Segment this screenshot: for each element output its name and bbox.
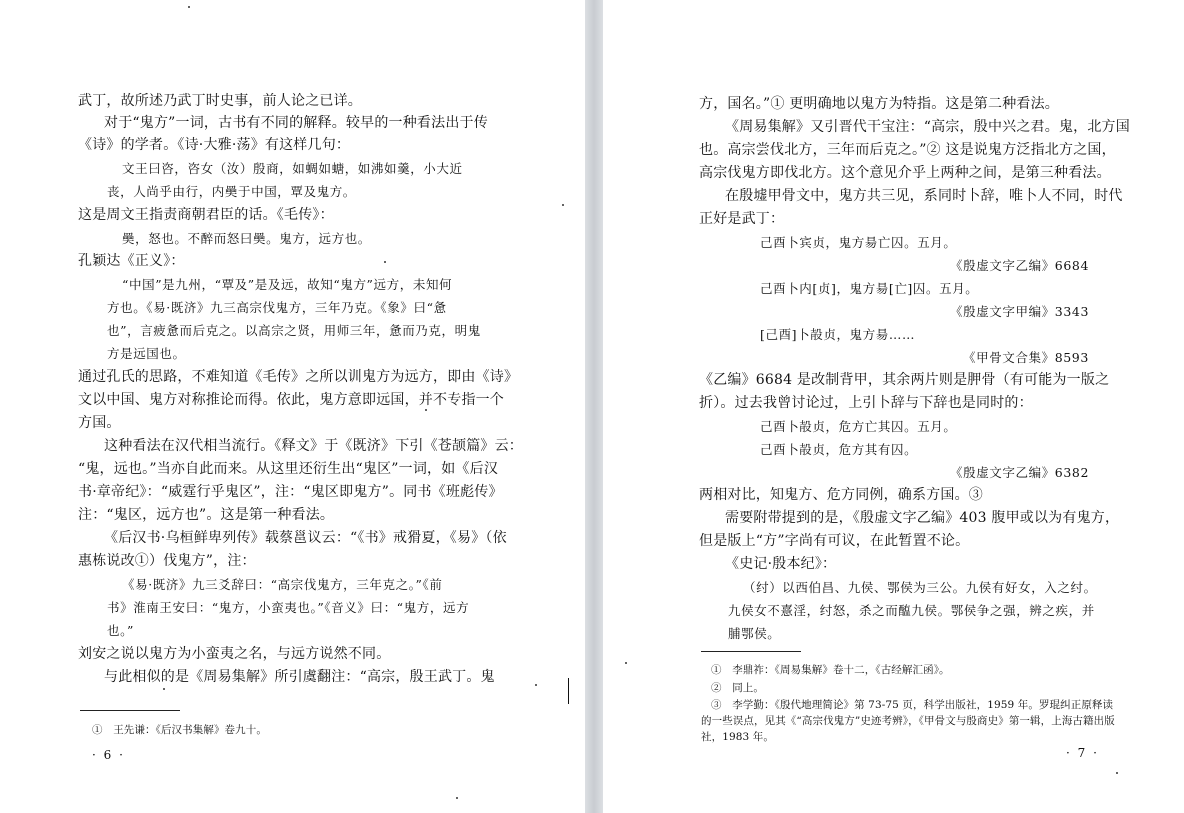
text-line: 刘安之说以鬼方为小蛮夷之名，与远方说然不同。 [78, 646, 391, 662]
text-line: 对于“鬼方”一词，古书有不同的解释。较早的一种看法出于传 [104, 115, 488, 131]
scan-speck [1116, 772, 1118, 774]
footnote-rule [701, 651, 801, 652]
right-page [603, 0, 1184, 813]
page-number: · 6 · [92, 748, 125, 762]
inscription-line: 己酉卜㱿贞，危方其有囚。 [760, 442, 918, 457]
text-line: 武丁，故所述乃武丁时史事，前人论之已详。 [78, 93, 362, 109]
inscription-source: 《殷虚文字乙编》6684 [950, 258, 1090, 273]
quote-line: 脯鄂侯。 [728, 626, 781, 641]
left-page-text [0, 0, 585, 813]
footnote-rule [80, 710, 180, 711]
inscription-source: 《殷虚文字乙编》6382 [950, 465, 1090, 480]
quote-line: “中国”是九州，“覃及”是及远，故知“鬼方”远方，未知何 [122, 277, 453, 292]
text-line: 书·章帝纪》：“威霆行乎鬼区”，注：“鬼区即鬼方”。同书《班彪传》 [78, 484, 503, 500]
scan-speck [625, 662, 627, 664]
text-line: 这种看法在汉代相当流行。《释文》于《既济》下引《苍颉篇》云： [104, 438, 523, 454]
page-gutter [585, 0, 603, 813]
text-line: 文以中国、鬼方对称推论而得。依此，鬼方意即远国，并不专指一个 [78, 392, 504, 408]
text-line: 两相对比，知鬼方、危方同例，确系方国。③ [699, 487, 983, 503]
text-line: 通过孔氏的思路，不难知道《毛传》之所以训鬼方为远方，即由《诗》 [78, 369, 519, 385]
text-line: 折）。过去我曾讨论过，上引卜辞与下辞也是同时的： [699, 395, 1033, 411]
scan-speck [425, 409, 427, 411]
scan-mark [568, 678, 569, 704]
inscription-source: 《殷虚文字甲编》3343 [950, 304, 1090, 319]
quote-line: 文王曰咨，咨女（汝）殷商，如蜩如螗，如沸如羹，小大近 [122, 161, 463, 176]
footnote: 的一些误点，见其《“高宗伐鬼方”史迹考辨》，《甲骨文与殷商史》第一辑，上海古籍出版 [701, 715, 1115, 727]
page-number: · 7 · [1066, 746, 1099, 760]
text-line: 高宗伐鬼方即伐北方。这个意见介乎上两种之间，是第三种看法。 [699, 165, 1111, 181]
quote-line: 丧，人尚乎由行，内奰于中国，覃及鬼方。 [107, 184, 356, 199]
scan-speck [384, 261, 386, 263]
quote-line: 书》淮南王安曰：“鬼方，小蛮夷也。”《音义》曰：“鬼方，远方 [107, 600, 470, 615]
text-line: 需要附带提到的是，《殷虚文字乙编》403 腹甲或以为有鬼方， [725, 510, 1120, 526]
quote-line: （纣）以西伯昌、九侯、鄂侯为三公。九侯有好女，入之纣。 [743, 580, 1097, 595]
left-page [0, 0, 585, 813]
text-line: 但是版上“方”字尚有可议，在此暂置不论。 [699, 533, 970, 549]
footnote: ① 李鼎祚：《周易集解》卷十二，《古经解汇函》。 [711, 664, 950, 676]
text-line: 孔颖达《正义》： [78, 253, 185, 269]
quote-line: 也”，言疲惫而后克之。以高宗之贤，用师三年，惫而乃克，明鬼 [107, 323, 481, 338]
quote-line: 方也。《易·既济》九三高宗伐鬼方，三年乃克。《象》曰“惫 [107, 300, 447, 315]
text-line: 《诗》的学者。《诗·大雅·荡》有这样几句： [78, 137, 351, 153]
quote-line: 奰，怒也。不醉而怒曰奰。鬼方，远方也。 [122, 231, 371, 246]
quote-line: 方是远国也。 [107, 346, 186, 361]
text-line: 也。高宗尝伐北方，三年而后克之。”② 这是说鬼方泛指北方之国， [699, 142, 1116, 158]
right-page-text [603, 0, 1184, 813]
quote-line: 《易·既济》九三爻辞曰：“高宗伐鬼方，三年克之。”《前 [122, 577, 443, 592]
text-line: 《史记·殷本纪》： [725, 556, 837, 572]
text-line: 《周易集解》又引晋代干宝注：“高宗，殷中兴之君。鬼，北方国 [725, 119, 1130, 135]
inscription-source: 《甲骨文合集》8593 [963, 350, 1089, 365]
inscription-line: 己酉卜宾贞，鬼方昜亡囚。五月。 [760, 235, 957, 250]
footnote: ① 王先谦：《后汉书集解》卷九十。 [92, 724, 267, 736]
footnote: ② 同上。 [711, 682, 764, 694]
footnote: ③ 李学勤：《殷代地理简论》第 73-75 页，科学出版社，1959 年。罗琨纠正原释读 [711, 699, 1114, 711]
text-line: 在殷墟甲骨文中，鬼方共三见，系同时卜辞，唯卜人不同，时代 [725, 188, 1123, 204]
inscription-line: [己酉]卜㱿贞，鬼方昜…… [760, 327, 916, 342]
scan-speck [188, 6, 190, 8]
text-line: 《后汉书·乌桓鲜卑列传》载蔡邕议云：“《书》戒猾夏，《易》（依 [104, 530, 507, 546]
scan-speck [456, 797, 458, 799]
text-line: 这是周文王指责商朝君臣的话。《毛传》： [78, 207, 334, 223]
text-line: 方，国名。”① 更明确地以鬼方为特指。这是第二种看法。 [699, 96, 1060, 112]
quote-line: 九侯女不憙淫，纣怒，杀之而醢九侯。鄂侯争之强，辨之疾，并 [728, 603, 1095, 618]
text-line: 注：“鬼区，远方也”。这是第一种看法。 [78, 507, 335, 523]
text-line: 惠栋说改①）伐鬼方”，注： [78, 553, 256, 569]
footnote: 社，1983 年。 [701, 731, 774, 743]
text-line: “鬼，远也。”当亦自此而来。从这里还衍生出“鬼区”一词，如《后汉 [78, 461, 499, 477]
text-line: 正好是武丁： [699, 211, 785, 227]
scan-speck [535, 684, 537, 686]
text-line: 方国。 [78, 415, 121, 431]
inscription-line: 己酉卜㱿贞，危方亡其囚。五月。 [760, 419, 957, 434]
scan-speck [562, 204, 564, 206]
text-line: 与此相似的是《周易集解》所引虞翻注：“高宗，殷王武丁。鬼 [104, 669, 495, 685]
text-line: 《乙编》6684 是改制背甲，其余两片则是胛骨（有可能为一版之 [699, 372, 1110, 388]
quote-line: 也。” [107, 623, 134, 638]
scan-speck [163, 688, 165, 690]
inscription-line: 己酉卜内[贞]，鬼方昜[亡]囚。五月。 [760, 281, 979, 296]
